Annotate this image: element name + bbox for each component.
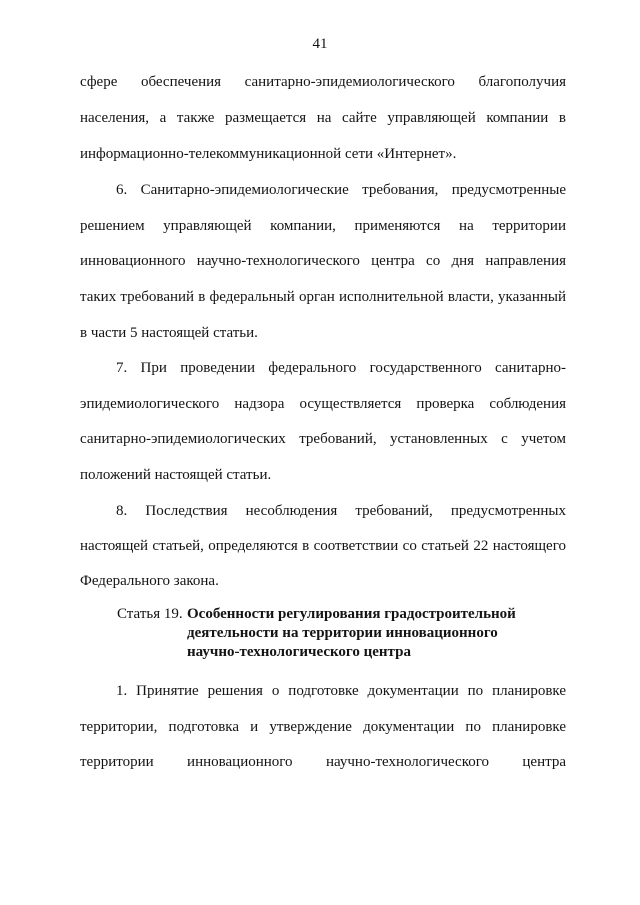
text-line: решением управляющей компании, применяются на территории <box>80 218 566 234</box>
text-line: информационно-телекоммуникационной сети «Интернет». <box>80 146 457 162</box>
text-line: настоящей статьей, определяются в соответствии со статьей 22 настоящего <box>80 538 566 554</box>
text-line: 7. При проведении федерального государственного санитарно- <box>116 360 566 376</box>
text-line: сфере обеспечения санитарно-эпидемиологического благополучия <box>80 74 566 90</box>
text-line: 1. Принятие решения о подготовке документации по планировке <box>116 683 566 699</box>
article-heading-label: Статья 19. <box>117 606 183 622</box>
article-heading-title-line: научно-технологического центра <box>187 644 411 660</box>
text-line: таких требований в федеральный орган исполнительной власти, указанный <box>80 289 566 305</box>
article-heading-title-line: Особенности регулирования градостроительной <box>187 606 516 622</box>
text-line: санитарно-эпидемиологических требований, установленных с учетом <box>80 431 566 447</box>
text-line: положений настоящей статьи. <box>80 467 272 483</box>
text-line: населения, а также размещается на сайте управляющей компании в <box>80 110 566 126</box>
text-line: территории, подготовка и утверждение документации по планировке <box>80 719 566 735</box>
page-number: 41 <box>312 36 328 52</box>
text-line: Федерального закона. <box>80 573 219 589</box>
article-heading-title-line: деятельности на территории инновационного <box>187 625 498 641</box>
text-line: территории инновационного научно-технологического центра <box>80 754 566 770</box>
text-line: в части 5 настоящей статьи. <box>80 325 258 341</box>
text-line: инновационного научно-технологического центра со дня направления <box>80 253 566 269</box>
text-line: эпидемиологического надзора осуществляется проверка соблюдения <box>80 396 566 412</box>
text-line: 6. Санитарно-эпидемиологические требования, предусмотренные <box>116 182 566 198</box>
text-line: 8. Последствия несоблюдения требований, предусмотренных <box>116 503 566 519</box>
